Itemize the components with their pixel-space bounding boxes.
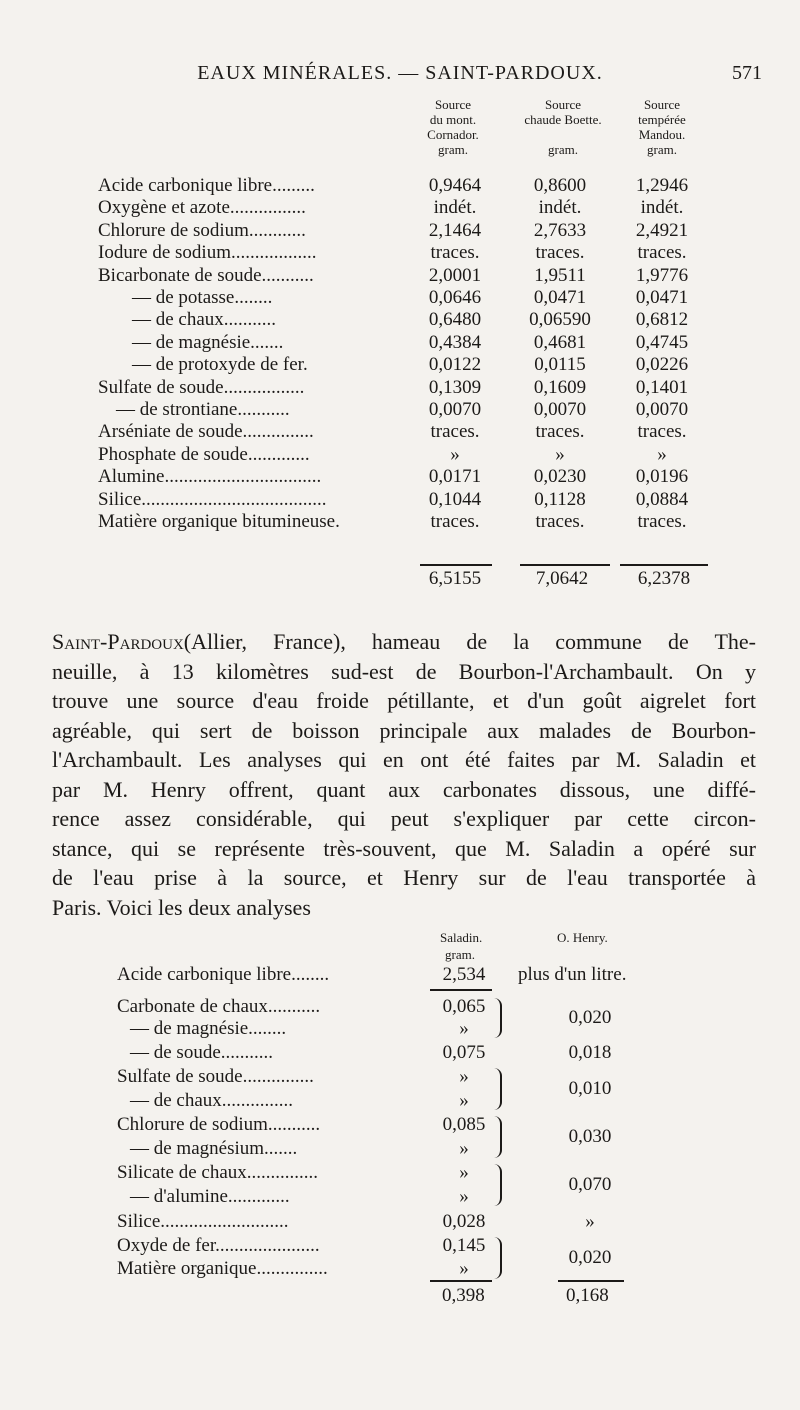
- body-paragraph: [52, 627, 756, 922]
- row-label: Alumine.................................: [98, 466, 322, 488]
- cell-value: 2,0001: [428, 264, 482, 286]
- cell-value: traces.: [535, 242, 585, 264]
- column-header-mandou: Source tempérée Mandou. gram.: [638, 97, 686, 157]
- saladin-value: 0,065: [442, 996, 486, 1017]
- cell-value: indét.: [640, 197, 684, 219]
- row-label: Iodure de sodium..................: [98, 242, 317, 264]
- cell-value: traces.: [430, 242, 480, 264]
- row-label: Acide carbonique libre.........: [98, 175, 315, 196]
- row-label: Oxyde de fer......................: [117, 1235, 320, 1256]
- column-header-boette: Source chaude Boette. gram.: [524, 97, 602, 157]
- table-row: [0, 1258, 800, 1280]
- cell-value: »: [555, 443, 565, 465]
- row-label: Sulfate de soude.................: [98, 376, 305, 398]
- row-label: — de magnésium.......: [130, 1138, 298, 1159]
- row-label: Arséniate de soude...............: [98, 421, 314, 443]
- table-row: [0, 377, 800, 399]
- henry-value: 0,030: [568, 1126, 612, 1147]
- total-value: 6,5155: [428, 568, 482, 589]
- cell-value: 0,1128: [534, 488, 586, 510]
- row-label: Silice...........................: [117, 1211, 289, 1232]
- saladin-value: »: [459, 1018, 469, 1039]
- henry-value: 0,018: [568, 1042, 612, 1063]
- cell-value: indét.: [433, 197, 477, 219]
- table-row: [0, 197, 800, 219]
- cell-value: 0,1309: [428, 376, 482, 398]
- table-row: [0, 511, 800, 533]
- column-unit: gram.: [445, 947, 475, 962]
- row-label: Phosphate de soude.............: [98, 443, 310, 465]
- page-number: 571: [732, 62, 762, 84]
- table-row: [0, 1186, 800, 1208]
- cell-value: 0,9464: [428, 175, 482, 196]
- cell-value: 0,1609: [533, 376, 587, 398]
- text-line: l'Archambault. Les analyses qui en ont été faites par M. Saladin et: [52, 747, 756, 772]
- row-label: Chlorure de sodium............: [98, 219, 306, 241]
- cell-value: traces.: [637, 242, 687, 264]
- column-header-saladin: Saladin.: [440, 930, 483, 945]
- cell-value: 0,6812: [635, 309, 689, 331]
- table-row: [0, 1235, 800, 1257]
- cell-value: 0,4384: [428, 331, 482, 353]
- row-label: Silicate de chaux...............: [117, 1162, 319, 1183]
- cell-value: 1,2946: [635, 175, 689, 196]
- total-value: 7,0642: [535, 568, 589, 589]
- row-label: Sulfate de soude...............: [117, 1066, 314, 1087]
- table-row: [0, 1162, 800, 1184]
- total-rule: [420, 564, 492, 566]
- table-row: [0, 399, 800, 421]
- text-line: Paris. Voici les deux analyses: [52, 894, 311, 920]
- cell-value: 0,0471: [533, 287, 587, 308]
- cell-value: 0,0471: [635, 287, 689, 308]
- cell-value: 0,4681: [533, 331, 587, 353]
- cell-value: 0,0171: [428, 466, 482, 488]
- table-row: [0, 220, 800, 242]
- cell-value: 2,1464: [428, 219, 482, 241]
- table-row: [0, 332, 800, 354]
- cell-value: traces.: [535, 511, 585, 532]
- row-label: Carbonate de chaux...........: [117, 996, 321, 1017]
- table-row: [0, 1138, 800, 1160]
- henry-value: 0,020: [568, 1007, 612, 1028]
- divider-rule: [430, 989, 492, 991]
- cell-value: traces.: [430, 421, 480, 443]
- row-label: — d'alumine.............: [130, 1186, 290, 1207]
- total-rule: [620, 564, 708, 566]
- column-header-henry: O. Henry.: [557, 930, 608, 945]
- table-row: [0, 287, 800, 309]
- column-header-cornador: Source du mont. Cornador. gram.: [427, 97, 479, 157]
- saladin-value: 0,145: [442, 1235, 486, 1256]
- table-row: [0, 1211, 800, 1233]
- row-label: Bicarbonate de soude...........: [98, 264, 314, 286]
- cell-value: 0,0122: [428, 354, 482, 376]
- place-name: Saint-Pardoux: [52, 629, 184, 654]
- row-label: Acide carbonique libre........: [117, 964, 330, 985]
- saladin-value: »: [459, 1066, 469, 1087]
- row-label: — de soude...........: [130, 1042, 274, 1063]
- cell-value: 0,0070: [635, 399, 689, 420]
- saladin-value: 2,534: [442, 964, 486, 985]
- row-label: Matière organique bitumineuse.: [98, 511, 340, 532]
- cell-value: 2,7633: [533, 219, 587, 241]
- row-label: Matière organique...............: [117, 1258, 328, 1279]
- saladin-value: 0,028: [442, 1211, 486, 1232]
- cell-value: 0,0196: [635, 466, 689, 488]
- cell-value: traces.: [430, 511, 480, 532]
- table-row: [0, 444, 800, 466]
- cell-value: indét.: [538, 197, 582, 219]
- text-line: par M. Henry offrent, quant aux carbonates dissous, une diffé-: [52, 776, 756, 802]
- table-row: [0, 1114, 800, 1136]
- table-row: [0, 1042, 800, 1064]
- row-label: — de magnésie........: [130, 1018, 287, 1039]
- row-label: — de magnésie.......: [132, 331, 284, 353]
- text-line: trouve une source d'eau froide pétillante, et d'un goût aigrelet fort: [52, 688, 756, 713]
- text-line: neuille, à 13 kilomètres sud-est de Bourbon-l'Archambault. On y: [52, 658, 756, 684]
- grouping-brace: [492, 1164, 502, 1206]
- grouping-brace: [492, 998, 502, 1038]
- cell-value: 0,0070: [533, 399, 587, 420]
- cell-value: 0,0070: [428, 399, 482, 420]
- henry-note: plus d'un litre.: [518, 964, 627, 985]
- table-row: [0, 421, 800, 443]
- cell-value: »: [657, 443, 667, 465]
- table-row: [0, 309, 800, 331]
- running-header: EAUX MINÉRALES. — SAINT-PARDOUX.: [197, 62, 603, 84]
- total-rule: [430, 1280, 492, 1282]
- table-row: [0, 265, 800, 287]
- cell-value: 0,8600: [533, 175, 587, 196]
- row-label: — de strontiane...........: [116, 399, 290, 420]
- row-label: — de potasse........: [132, 287, 273, 308]
- henry-value: 0,010: [568, 1078, 612, 1099]
- table-row: [0, 175, 800, 197]
- text-line: agréable, qui sert de boisson principale aux malades de Bourbon-: [52, 717, 756, 743]
- text-line: Saint-Pardoux(Allier, France), hameau de la commune de The-: [52, 629, 756, 654]
- table-row: [0, 1018, 800, 1040]
- total-saladin: 0,398: [442, 1285, 485, 1306]
- text-line: rence assez considérable, qui peut s'expliquer par cette circon-: [52, 806, 756, 831]
- cell-value: 0,1044: [428, 488, 482, 510]
- henry-value: 0,020: [568, 1247, 612, 1268]
- cell-value: 0,4745: [635, 331, 689, 353]
- total-rule: [520, 564, 610, 566]
- grouping-brace: [492, 1068, 502, 1110]
- row-label: Chlorure de sodium...........: [117, 1114, 321, 1135]
- cell-value: »: [450, 443, 460, 465]
- cell-value: 2,4921: [635, 219, 689, 241]
- cell-value: 0,0226: [635, 354, 689, 376]
- row-label: — de chaux...............: [130, 1090, 294, 1111]
- table-row: [0, 242, 800, 264]
- grouping-brace: [492, 1237, 502, 1279]
- grouping-brace: [492, 1116, 502, 1158]
- total-henry: 0,168: [566, 1285, 609, 1306]
- row-label: — de chaux...........: [132, 309, 277, 331]
- cell-value: 0,1401: [635, 376, 689, 398]
- table-row: [0, 489, 800, 511]
- total-rule: [558, 1280, 624, 1282]
- table-row: [0, 996, 800, 1018]
- text-line: stance, qui se représente très-souvent, que M. Saladin a opéré sur: [52, 835, 756, 861]
- cell-value: traces.: [637, 421, 687, 443]
- saladin-value: »: [459, 1258, 469, 1279]
- cell-value: 1,9776: [635, 264, 689, 286]
- cell-value: 0,0115: [534, 354, 586, 376]
- cell-value: 0,0230: [533, 466, 587, 488]
- saladin-value: 0,075: [442, 1042, 486, 1063]
- row-label: — de protoxyde de fer.: [132, 354, 308, 376]
- saladin-value: »: [459, 1186, 469, 1207]
- saladin-value: »: [459, 1162, 469, 1183]
- text-line: de l'eau prise à la source, et Henry sur de l'eau transportée à: [52, 865, 756, 890]
- cell-value: 1,9511: [534, 264, 586, 286]
- cell-value: 0,0884: [635, 488, 689, 510]
- table-row: [0, 1090, 800, 1112]
- cell-value: traces.: [535, 421, 585, 443]
- table-row: [0, 964, 800, 986]
- table-row: [0, 1066, 800, 1088]
- cell-value: traces.: [637, 511, 687, 532]
- saladin-value: »: [459, 1090, 469, 1111]
- total-value: 6,2378: [637, 568, 691, 589]
- row-label: Oxygène et azote................: [98, 197, 306, 219]
- cell-value: 0,06590: [529, 309, 591, 331]
- cell-value: 0,6480: [428, 309, 482, 331]
- table-row: [0, 466, 800, 488]
- saladin-value: 0,085: [442, 1114, 486, 1135]
- henry-value: 0,070: [568, 1174, 612, 1195]
- saladin-value: »: [459, 1138, 469, 1159]
- table-row: [0, 354, 800, 376]
- row-label: Silice.......................................: [98, 488, 327, 510]
- cell-value: 0,0646: [428, 287, 482, 308]
- henry-value: »: [585, 1211, 595, 1232]
